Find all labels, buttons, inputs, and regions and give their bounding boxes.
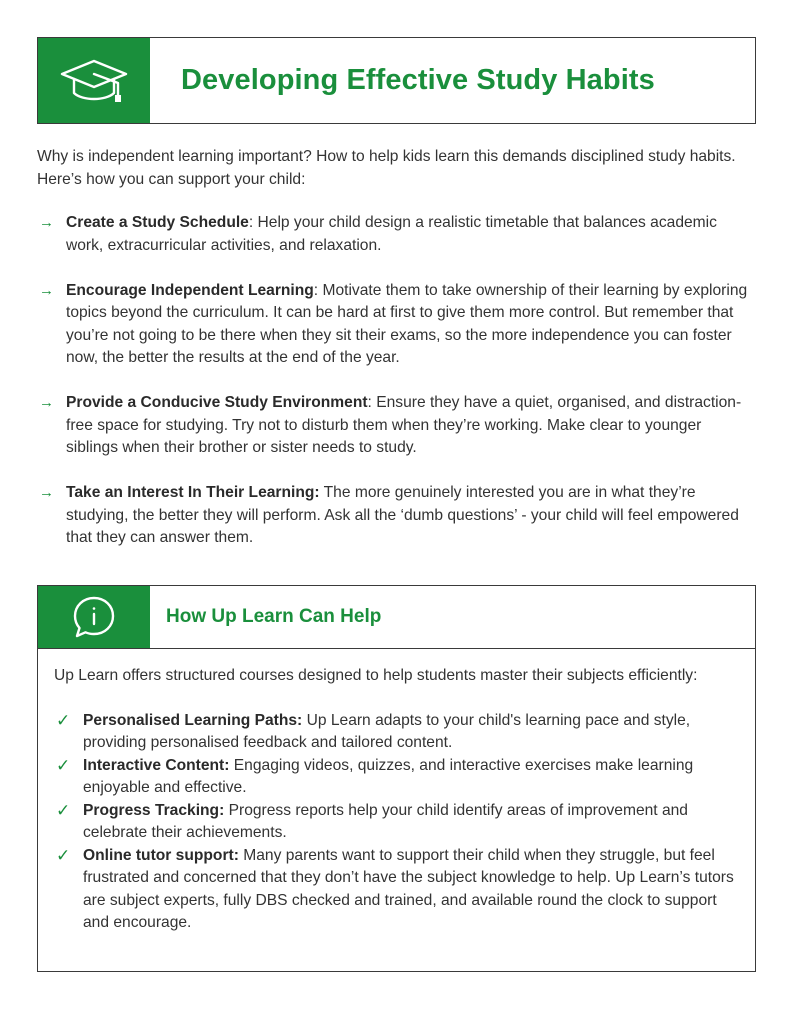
list-item xyxy=(54,845,739,935)
tip-text: : Ensure they have a quiet, organised, and distraction-free space for studying. Try not to disturb them when they’re working. Make clear to younger siblings when their brother or sister needs to study. xyxy=(66,394,742,456)
tip-text: The more genuinely interested you are in what they’re studying, the better they will perform. Ask all the ‘dumb questions’ - your child will feel empowered that they can answer them. xyxy=(66,484,739,546)
feature-text: Many parents want to support their child when they struggle, but feel frustrated and concerned that they don’t have the subject knowledge to help. Up Learn’s tutors are subject experts, fully DBS checked and trained, and available round the clock to support and encourage. xyxy=(83,846,734,931)
list-item xyxy=(37,392,757,460)
help-box xyxy=(37,585,756,972)
feature-title: Online tutor support: xyxy=(83,846,239,864)
help-body xyxy=(38,649,755,935)
feature-title: Personalised Learning Paths: xyxy=(83,711,303,729)
header-box xyxy=(37,37,756,124)
list-item xyxy=(37,212,757,257)
header-icon-cell xyxy=(38,38,150,123)
feature-title: Progress Tracking: xyxy=(83,801,225,819)
feature-title: Interactive Content: xyxy=(83,756,230,774)
help-header xyxy=(38,586,755,649)
tip-title: Provide a Conducive Study Environment xyxy=(66,394,368,411)
list-item xyxy=(37,280,757,370)
arrow-right-icon: → xyxy=(39,214,54,231)
tip-title: Create a Study Schedule xyxy=(66,214,249,231)
graduation-cap-icon xyxy=(60,57,128,105)
list-item xyxy=(54,800,739,845)
tip-title: Take an Interest In Their Learning: xyxy=(66,484,320,501)
list-item xyxy=(54,710,739,755)
help-icon-cell xyxy=(38,586,150,648)
tip-text: : Motivate them to take ownership of their learning by exploring topics beyond the curriculum. It can be hard at first to give them more control. But remember that you’re not going to be there when they sit their exams, so the more independence you can foster now, the better the results at the end of the year. xyxy=(66,281,748,366)
tips-list xyxy=(37,212,757,572)
help-intro: Up Learn offers structured courses designed to help students master their subjects efficiently: xyxy=(54,667,698,684)
tip-text: : Help your child design a realistic timetable that balances academic work, extracurricular activities, and relaxation. xyxy=(66,214,717,254)
info-chat-icon xyxy=(71,594,117,640)
arrow-right-icon: → xyxy=(39,281,54,299)
checkmark-icon: ✓ xyxy=(56,800,71,820)
feature-text: Progress reports help your child identify areas of improvement and celebrate their achievements. xyxy=(83,801,688,841)
help-title: How Up Learn Can Help xyxy=(166,606,382,627)
tip-title: Encourage Independent Learning xyxy=(66,281,314,299)
checkmark-icon: ✓ xyxy=(56,845,71,865)
list-item xyxy=(54,755,739,800)
checkmark-icon: ✓ xyxy=(56,710,71,730)
arrow-right-icon: → xyxy=(39,484,54,501)
feature-text: Up Learn adapts to your child's learning pace and style, providing personalised feedback and tailored content. xyxy=(83,711,691,751)
intro-paragraph: Why is independent learning important? How to help kids learn this demands disciplined study habits. Here’s how you can support your child: xyxy=(37,148,736,188)
features-list xyxy=(54,710,739,935)
list-item xyxy=(37,482,757,550)
feature-text: Engaging videos, quizzes, and interactive exercises make learning enjoyable and effective. xyxy=(83,756,694,796)
page-title: Developing Effective Study Habits xyxy=(181,64,655,96)
arrow-right-icon: → xyxy=(39,394,54,411)
checkmark-icon: ✓ xyxy=(56,755,71,775)
